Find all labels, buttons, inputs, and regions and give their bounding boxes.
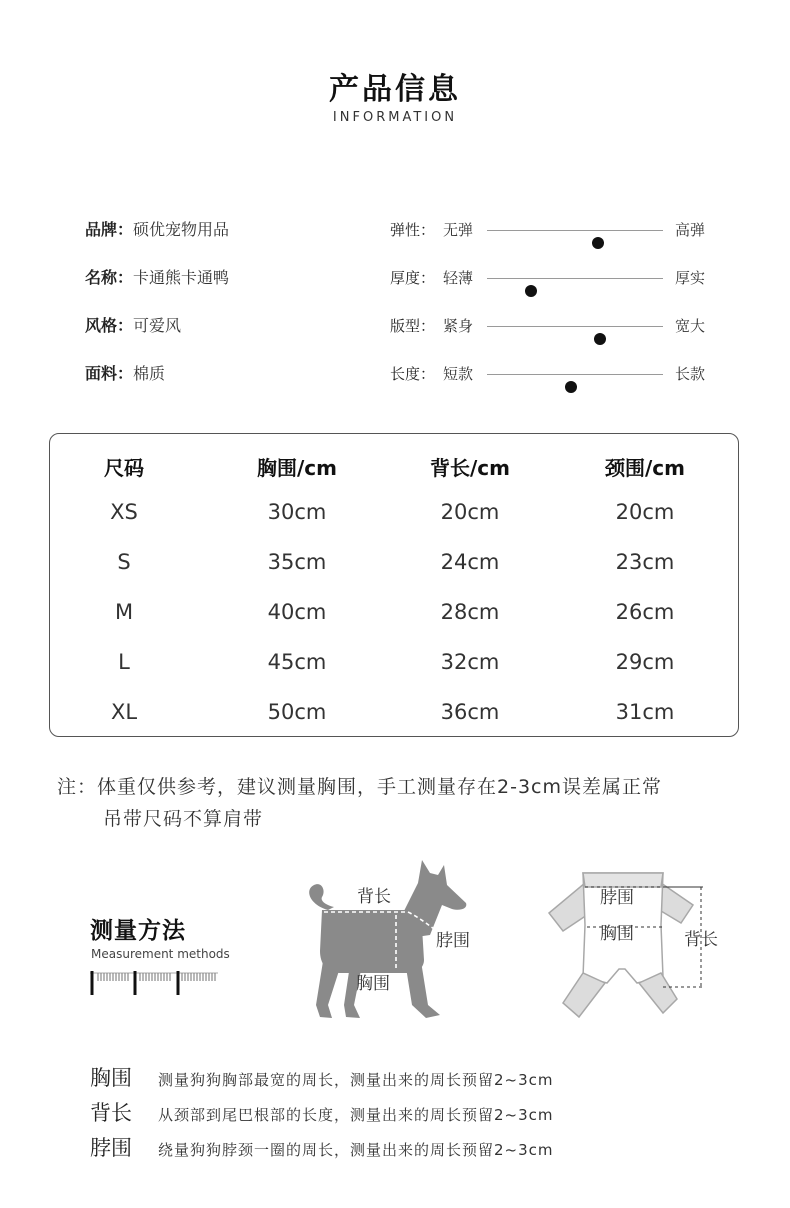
garment-diagram — [545, 865, 745, 1025]
info-value: 卡通熊卡通鸭 — [133, 268, 230, 287]
dog-label-neck: 脖围 — [436, 931, 470, 951]
table-header: 尺码 — [104, 456, 144, 480]
table-cell: 26cm — [615, 600, 675, 624]
slider-track — [487, 278, 663, 279]
measure-subtitle: Measurement methods — [91, 947, 230, 961]
slider-label: 版型： — [390, 317, 436, 335]
table-cell: 20cm — [440, 500, 500, 524]
table-cell: 20cm — [615, 500, 675, 524]
desc-neck — [90, 1132, 554, 1162]
desc-back — [90, 1097, 554, 1127]
table-cell: 32cm — [440, 650, 500, 674]
size-note-2: 吊带尺码不算肩带 — [103, 808, 264, 830]
slider-track — [487, 326, 663, 327]
measure-title: 测量方法 — [90, 918, 186, 944]
slider-track — [487, 374, 663, 375]
slider-knob — [592, 237, 604, 249]
table-cell: 30cm — [267, 500, 327, 524]
dog-diagram — [300, 855, 490, 1025]
dog-label-chest: 胸围 — [356, 974, 390, 994]
slider-knob — [565, 381, 577, 393]
size-note: 注：体重仅供参考，建议测量胸围，手工测量存在2-3cm误差属正常 — [57, 776, 662, 798]
slider-length — [390, 362, 720, 386]
desc-text: 测量狗狗胸部最宽的周长，测量出来的周长预留2~3cm — [158, 1071, 554, 1089]
info-style — [85, 314, 181, 338]
slider-knob — [594, 333, 606, 345]
garment-label-chest: 胸围 — [600, 924, 634, 944]
slider-max-label: 厚实 — [675, 269, 706, 287]
table-cell: L — [118, 650, 130, 674]
info-fabric — [85, 362, 165, 386]
desc-text: 绕量狗狗脖颈一圈的周长，测量出来的周长预留2~3cm — [158, 1141, 554, 1159]
table-cell: 29cm — [615, 650, 675, 674]
slider-knob — [525, 285, 537, 297]
info-value: 棉质 — [133, 364, 166, 383]
garment-label-back: 背长 — [684, 930, 718, 950]
garment-label-neck: 脖围 — [600, 888, 634, 908]
table-cell: M — [114, 600, 134, 624]
page-title: 产品信息 — [329, 72, 461, 107]
info-label: 名称： — [85, 268, 134, 287]
slider-fit — [390, 314, 720, 338]
table-cell: 23cm — [615, 550, 675, 574]
slider-thickness — [390, 266, 720, 290]
info-label: 风格： — [85, 316, 134, 335]
desc-term: 背长 — [90, 1101, 132, 1125]
size-table — [49, 433, 739, 737]
info-value: 硕优宠物用品 — [133, 220, 230, 239]
table-cell: 28cm — [440, 600, 500, 624]
desc-chest — [90, 1062, 554, 1092]
slider-elasticity — [390, 218, 720, 242]
table-cell: XS — [110, 500, 138, 524]
info-label: 品牌： — [85, 220, 134, 239]
desc-term: 胸围 — [90, 1066, 132, 1090]
slider-min-label: 短款 — [443, 365, 474, 383]
info-label: 面料： — [85, 364, 134, 383]
slider-min-label: 无弹 — [443, 221, 474, 239]
page-subtitle: INFORMATION — [332, 110, 458, 125]
slider-track — [487, 230, 663, 231]
slider-min-label: 紧身 — [443, 317, 474, 335]
table-cell: 24cm — [440, 550, 500, 574]
table-cell: S — [117, 550, 131, 574]
desc-term: 脖围 — [90, 1136, 132, 1160]
info-brand — [85, 218, 229, 242]
slider-max-label: 高弹 — [675, 221, 706, 239]
slider-label: 厚度： — [390, 269, 436, 287]
table-header: 胸围/cm — [257, 456, 337, 480]
slider-min-label: 轻薄 — [443, 269, 474, 287]
info-name — [85, 266, 229, 290]
table-header: 颈围/cm — [605, 456, 685, 480]
slider-max-label: 宽大 — [675, 317, 706, 335]
info-value: 可爱风 — [133, 316, 182, 335]
table-cell: 45cm — [267, 650, 327, 674]
table-cell: 36cm — [440, 700, 500, 724]
slider-max-label: 长款 — [675, 365, 706, 383]
ruler-icon — [90, 968, 220, 996]
slider-label: 长度： — [390, 365, 436, 383]
slider-label: 弹性： — [390, 221, 436, 239]
desc-text: 从颈部到尾巴根部的长度，测量出来的周长预留2~3cm — [158, 1106, 554, 1124]
table-header: 背长/cm — [430, 456, 510, 480]
table-cell: 31cm — [615, 700, 675, 724]
table-cell: 35cm — [267, 550, 327, 574]
dog-label-back: 背长 — [357, 887, 391, 907]
table-cell: 40cm — [267, 600, 327, 624]
table-cell: 50cm — [267, 700, 327, 724]
table-cell: XL — [110, 700, 138, 724]
